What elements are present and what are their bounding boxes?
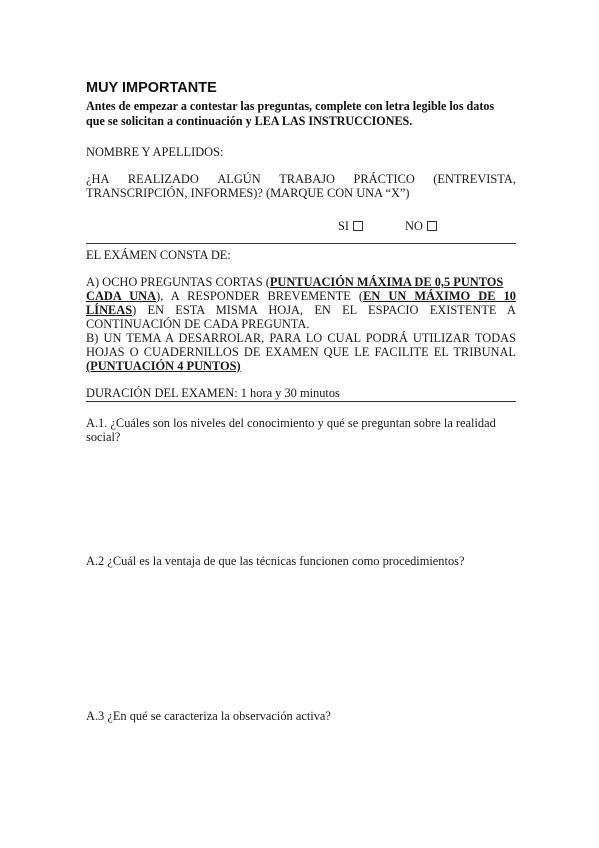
trabajo-line-2: TRANSCRIPCIÓN, INFORMES)? (MARQUE CON UNA “X”) <box>86 186 410 200</box>
si-checkbox[interactable] <box>353 221 363 231</box>
examen-description <box>86 275 516 373</box>
question-a2: A.2 ¿Cuál es la ventaja de que las técnicas funcionen como procedimientos? <box>86 554 465 568</box>
examen-a-line-1: A) OCHO PREGUNTAS CORTAS (PUNTUACIÓN MÁXIMA DE 0,5 PUNTOS <box>86 275 504 289</box>
examen-b-line-1: B) UN TEMA A DESARROLAR, PARA LO CUAL PODRÁ UTILIZAR TODAS <box>86 331 516 345</box>
no-option[interactable] <box>405 219 437 233</box>
examen-a-line-3: LÍNEAS) EN ESTA MISMA HOJA, EN EL ESPACIO EXISTENTE A <box>86 303 516 317</box>
si-label: SI <box>338 219 350 233</box>
trabajo-word: (ENTREVISTA, <box>433 172 516 186</box>
examen-heading: EL EXÁMEN CONSTA DE: <box>86 248 231 262</box>
intro-line-2: que se solicitan a continuación y LEA LAS INSTRUCCIONES. <box>86 114 413 128</box>
nombre-label: NOMBRE Y APELLIDOS: <box>86 145 224 159</box>
intro-paragraph <box>86 99 516 129</box>
trabajo-line-1 <box>86 172 516 186</box>
examen-b-line-2: HOJAS O CUADERNILLOS DE EXAMEN QUE LE FACILITE EL TRIBUNAL <box>86 345 516 359</box>
question-a3: A.3 ¿En qué se caracteriza la observación activa? <box>86 709 331 723</box>
si-option[interactable] <box>338 219 363 233</box>
page-title: MUY IMPORTANTE <box>86 80 217 96</box>
divider-line <box>86 243 516 244</box>
trabajo-word: REALIZADO <box>127 172 199 186</box>
duracion-text: DURACIÓN DEL EXAMEN: 1 hora y 30 minutos <box>86 386 340 400</box>
no-label: NO <box>405 219 423 233</box>
trabajo-word: ¿HA <box>86 172 110 186</box>
trabajo-word: ALGÚN <box>217 172 261 186</box>
intro-line-1: Antes de empezar a contestar las preguntas, complete con letra legible los datos <box>86 99 495 113</box>
puntuacion-maxima: PUNTUACIÓN MÁXIMA DE 0,5 PUNTOS <box>269 275 504 289</box>
no-checkbox[interactable] <box>427 221 437 231</box>
trabajo-word: PRÁCTICO <box>353 172 415 186</box>
trabajo-word: TRABAJO <box>279 172 335 186</box>
examen-a-line-4: CONTINUACIÓN DE CADA PREGUNTA. <box>86 317 310 331</box>
puntuacion-tema: (PUNTUACIÓN 4 PUNTOS) <box>86 359 241 373</box>
question-a1: A.1. ¿Cuáles son los niveles del conocimiento y qué se preguntan sobre la realidad social? <box>86 416 496 444</box>
duracion-underline <box>86 401 516 402</box>
examen-a-line-2: CADA UNA), A RESPONDER BREVEMENTE (EN UN MÁXIMO DE 10 <box>86 289 516 303</box>
examen-b-line-3 <box>86 359 516 373</box>
trabajo-question <box>86 172 516 200</box>
